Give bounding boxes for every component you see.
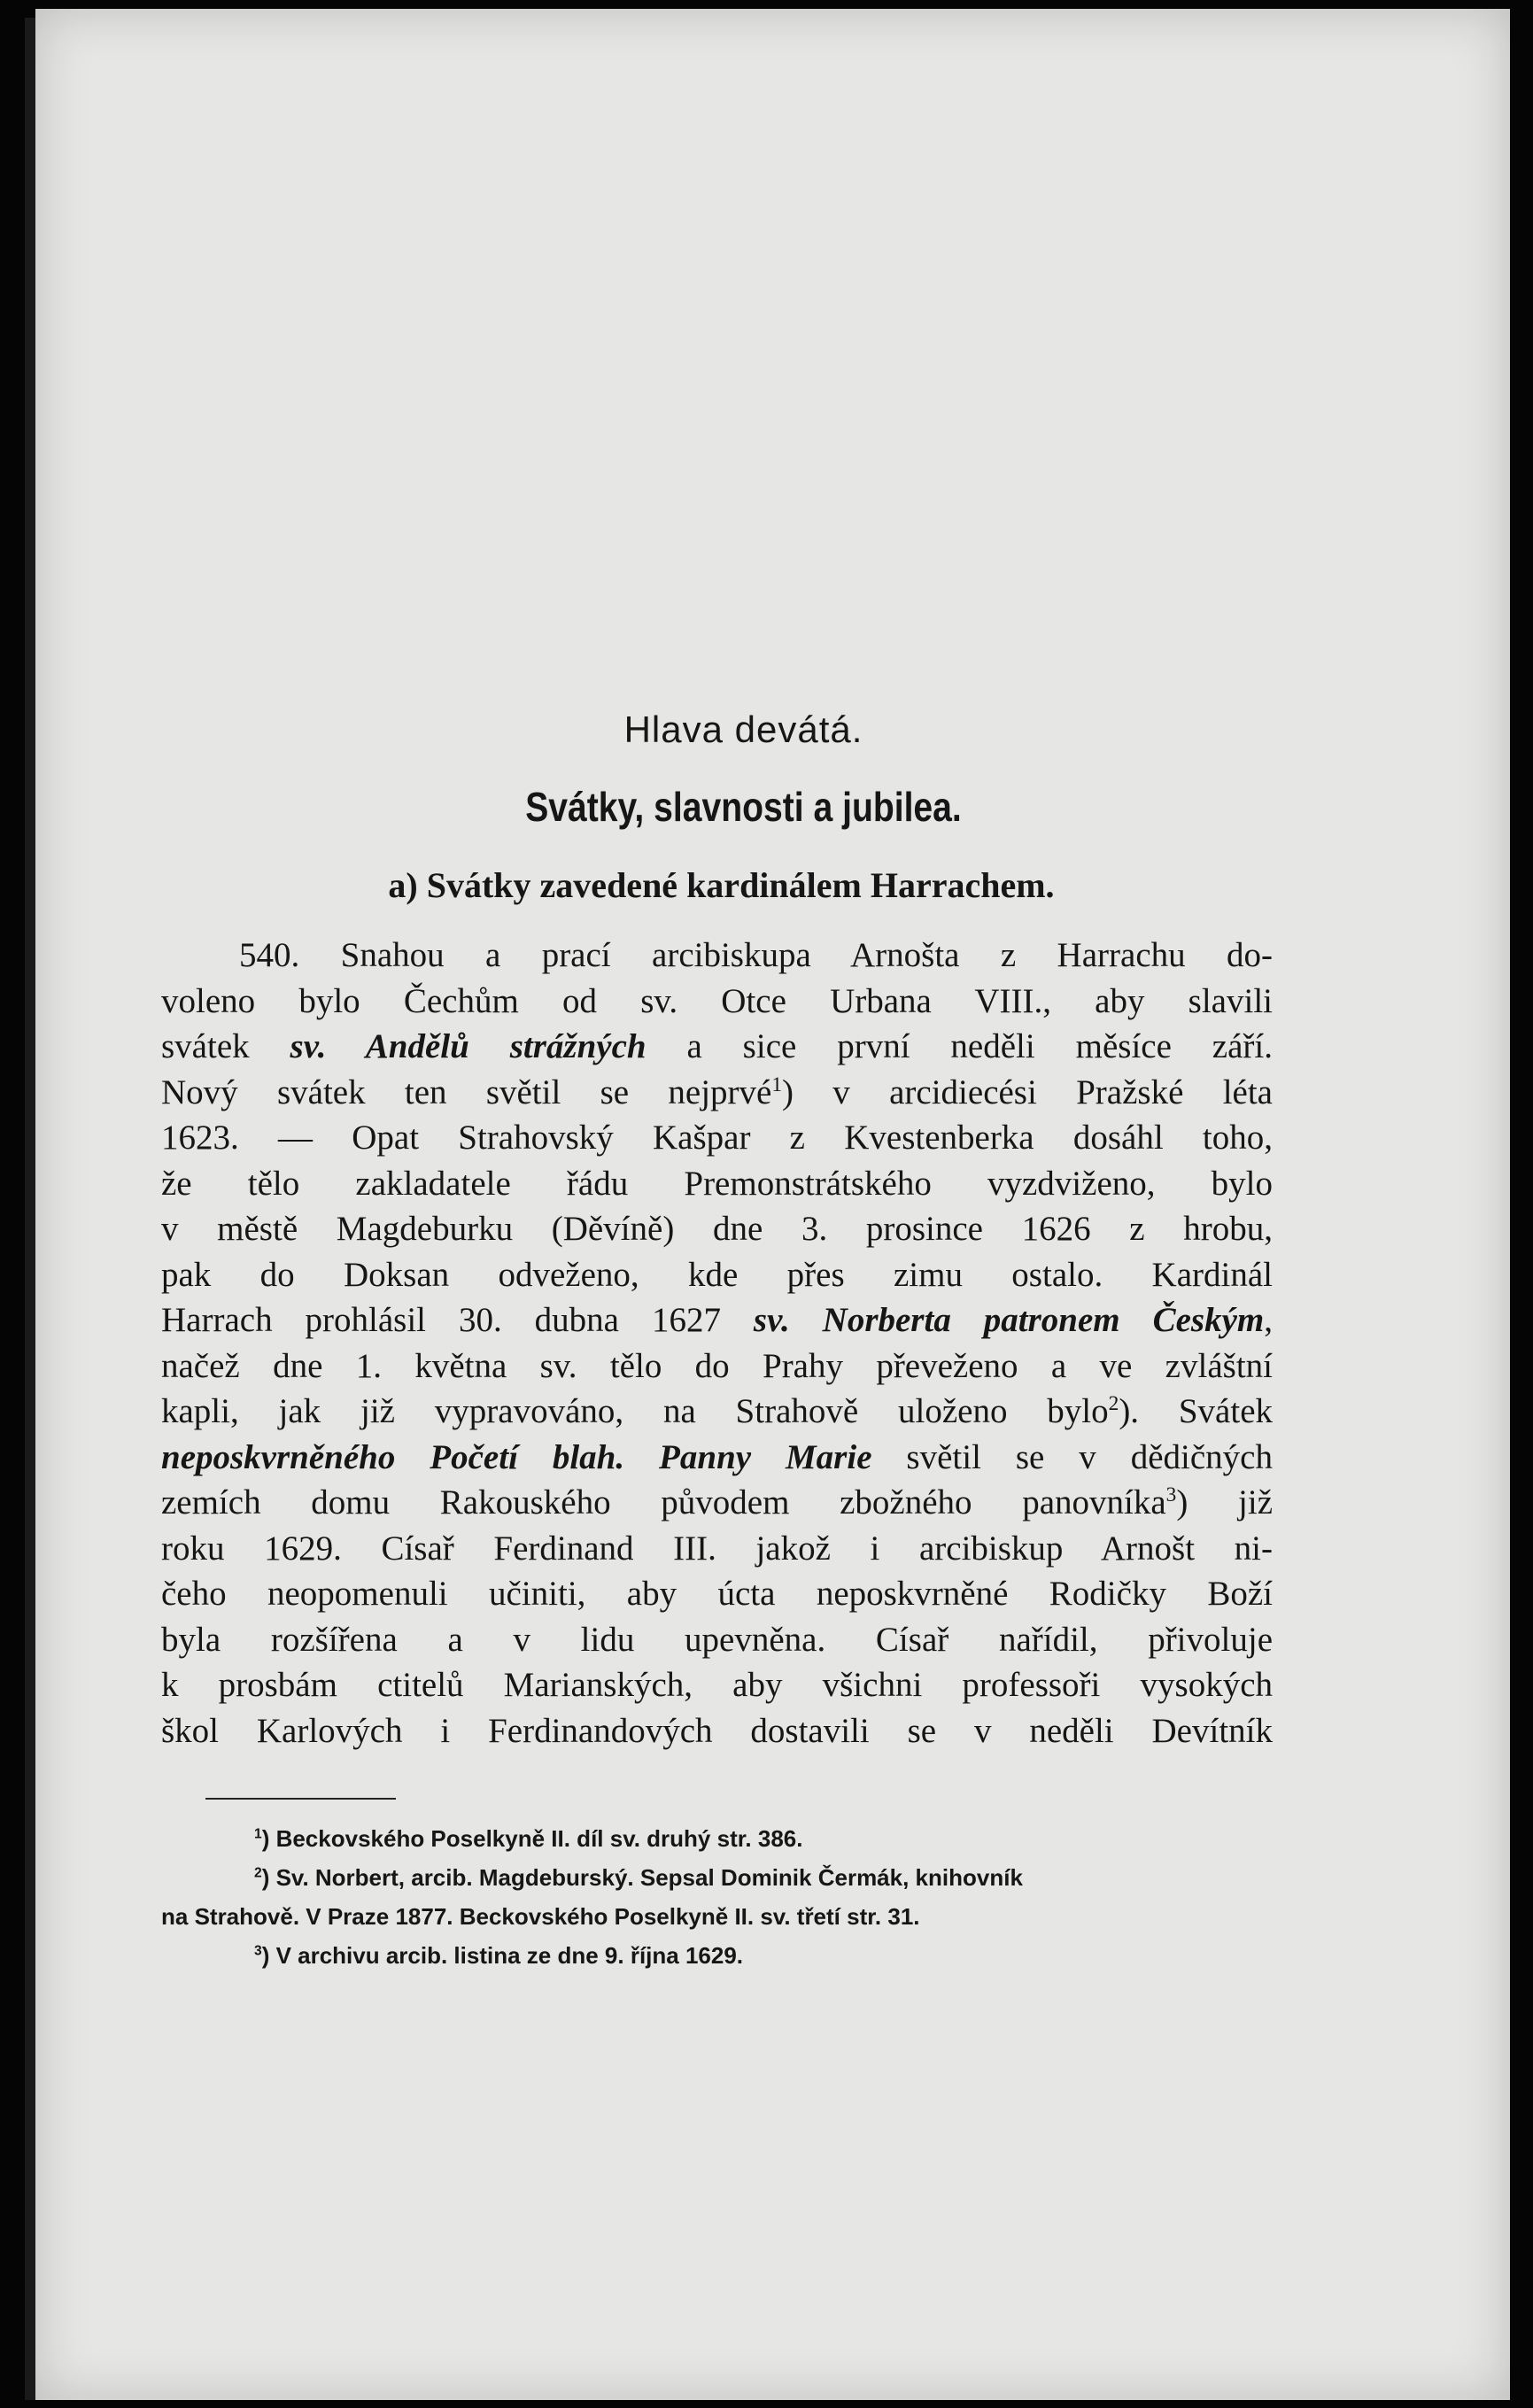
text-line: 1623. — Opat Strahovský Kašpar z Kvestenberka dosáhl toho, [161, 1119, 1273, 1157]
footnote-divider [205, 1798, 396, 1800]
body-paragraph [161, 933, 1273, 1754]
subsection-title: a) Svátky zavedené kardinálem Harrachem. [388, 865, 1055, 905]
footnote-marker: 1 [771, 1072, 783, 1096]
text-line: byla rozšířena a v lidu upevněna. Císař nařídil, přivoluje [161, 1620, 1273, 1659]
text-line: zemích domu Rakouského původem zbožného panovníka$^3$) již [161, 1483, 1274, 1521]
text-line: v městě Magdeburku (Děvíně) dne 3. prosince 1626 z hrobu, [161, 1210, 1273, 1248]
text-line: Harrach prohlásil 30. dubna 1627 sv. Norberta patronem Českým, [161, 1301, 1273, 1339]
text-line: neposkvrněného Početí blah. Panny Marie světil se v dědičných [161, 1437, 1273, 1476]
footnote-line: na Strahově. V Praze 1877. Beckovského Poselkyně II. sv. třetí str. 31. [161, 1903, 920, 1930]
text-line: škol Karlových i Ferdinandových dostavili se v neděli Devítník [161, 1711, 1273, 1750]
footnotes [161, 1819, 1273, 1975]
emphasis-text: sv. Norberta patronem Českým [753, 1301, 1265, 1339]
text-line: pak do Doksan odveženo, kde přes zimu ostalo. Kardinál [161, 1255, 1273, 1294]
footnote-line: $^1$) Beckovského Poselkyně II. díl sv. druhý str. 386. [254, 1825, 803, 1852]
text-line: Nový svátek ten světil se nejprvé$^1$) v arcidiecési Pražské léta [161, 1072, 1273, 1111]
text-line: že tělo zakladatele řádu Premonstrátského vyzdviženo, bylo [161, 1164, 1273, 1203]
text-line: k prosbám ctitelů Marianských, aby všichni professoři vysokých [161, 1666, 1273, 1704]
emphasis-text: neposkvrněného Početí blah. Panny Marie [161, 1437, 872, 1476]
text-line: načež dne 1. května sv. tělo do Prahy převeženo a ve zvláštní [161, 1346, 1273, 1385]
footnote-marker: 1 [254, 1826, 262, 1842]
footnote-marker: 3 [254, 1943, 262, 1959]
footnote-marker: 3 [1165, 1483, 1177, 1506]
text-line: kapli, jak již vypravováno, na Strahově uloženo bylo$^2$). Svátek [161, 1392, 1274, 1430]
footnote-marker: 2 [1108, 1392, 1119, 1415]
text-line: čeho neopomenuli učiniti, aby úcta neposkvrněné Rodičky Boží [161, 1575, 1273, 1613]
footnote-line: $^2$) Sv. Norbert, arcib. Magdeburský. Sepsal Dominik Čermák, knihovník [254, 1864, 1023, 1891]
footnote-marker: 2 [254, 1865, 262, 1881]
text-line: voleno bylo Čechům od sv. Otce Urbana VIII., aby slavili [161, 981, 1273, 1020]
section-title: Svátky, slavnosti a jubilea. [525, 784, 962, 830]
text-line: 540. Snahou a prací arcibiskupa Arnošta z Harrachu do- [239, 936, 1273, 974]
text-line: roku 1629. Císař Ferdinand III. jakož i arcibiskup Arnošt ni- [161, 1529, 1273, 1568]
footnote-line: $^3$) V archivu arcib. listina ze dne 9. října 1629. [254, 1942, 744, 1969]
text-line: svátek sv. Andělů strážných a sice první neděli měsíce září. [161, 1027, 1273, 1065]
page-content [161, 708, 1273, 1975]
chapter-heading: Hlava devátá. [623, 708, 863, 750]
emphasis-text: sv. Andělů strážných [290, 1027, 646, 1065]
